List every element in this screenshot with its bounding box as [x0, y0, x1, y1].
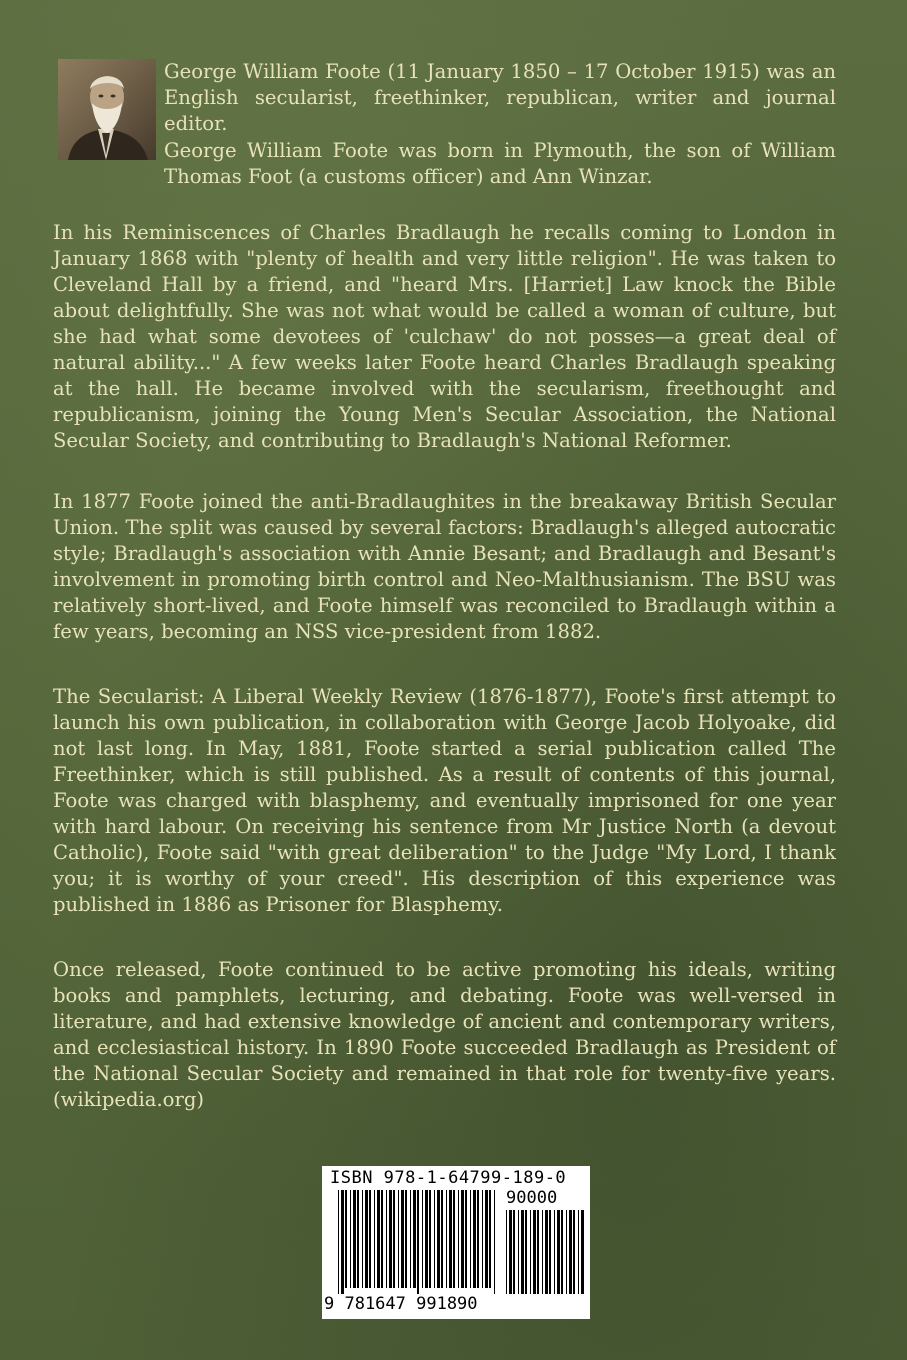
barcode-bar	[374, 1190, 375, 1288]
barcode-bar	[362, 1190, 363, 1288]
barcode-bar	[509, 1210, 512, 1294]
barcode-bar	[425, 1190, 428, 1288]
barcode-bar	[569, 1210, 572, 1294]
isbn-label: ISBN 978-1-64799-189-0	[330, 1168, 567, 1188]
barcode-bar	[341, 1190, 344, 1294]
barcode-bar	[357, 1190, 359, 1288]
barcode-bar	[345, 1190, 347, 1288]
isbn-barcode	[322, 1166, 590, 1319]
barcode-bar	[557, 1210, 560, 1294]
addon-barcode-bars	[506, 1210, 584, 1294]
price-code: 90000	[506, 1188, 558, 1208]
barcode-bar	[353, 1190, 356, 1288]
barcode-bar	[449, 1190, 452, 1288]
barcode-bar	[545, 1210, 548, 1294]
barcode-bar	[533, 1210, 536, 1294]
author-portrait	[58, 59, 156, 160]
barcode-bar	[413, 1190, 416, 1288]
barcode-bar	[470, 1190, 471, 1288]
barcode-bar	[566, 1210, 567, 1294]
paragraph-freethinker: The Secularist: A Liberal Weekly Review (1876-1877), Foote's first attempt to launch his own publication, in collaboration with George Jacob Holyoake, did not last long. In May, 1881, Foote started a serial publication called The Freethinker, which is still published. As a result of contents of this journal, Foote was charged with blasphemy, and eventually imprisoned for one year with hard labour. On receiving his sentence from Mr Justice North (a devout Catholic), Foote said "with great deliberation" to the Judge "My Lord, I thank you; it is worthy of your creed". His description of this experience was published in 1886 as Prisoner for Blasphemy.	[53, 685, 836, 916]
barcode-bar	[489, 1190, 491, 1288]
barcode-bar	[537, 1210, 539, 1294]
barcode-bar	[365, 1190, 368, 1288]
paragraph-reminiscences: In his Reminiscences of Charles Bradlaugh he recalls coming to London in January 1868 with "plenty of health and very little religion". He was taken to Cleveland Hall by a friend, and "heard Mrs. [Harriet] Law knock the Bible about delightfully. She was not what would be called a woman of culture, but she had what some devotees of 'culchaw' do not posses—a great deal of natural ability..." A few weeks later Foote heard Charles Bradlaugh speaking at the hall. He became involved with the secularism, freethought and republicanism, joining the Young Men's Secular Association, the National Secular Society, and contributing to Bradlaugh's National Reformer.	[53, 221, 836, 452]
barcode-bar	[506, 1210, 507, 1294]
barcode-bar	[422, 1190, 423, 1288]
barcode-bar	[389, 1190, 392, 1288]
barcode-bar	[521, 1210, 524, 1294]
barcode-bar	[398, 1190, 399, 1288]
barcode-bar	[561, 1210, 563, 1294]
barcode-bar	[377, 1190, 380, 1288]
ean-barcode-bars	[338, 1190, 498, 1294]
paragraph-later-life: Once released, Foote continued to be active promoting his ideals, writing books and pamphlets, lecturing, and debating. Foote was well-versed in literature, and had extensive knowledge of ancient and contemporary writers, and ecclesiastical history. In 1890 Foote succeeded Bradlaugh as President of the National Secular Society and remained in that role for twenty-five years. (wikipedia.org)	[53, 958, 836, 1111]
intro-paragraph-lifespan: George William Foote (11 January 1850 – 17 October 1915) was an English secularist, freethinker, republican, writer and journal editor.	[164, 60, 836, 135]
barcode-bar	[458, 1190, 459, 1288]
barcode-bar	[417, 1190, 419, 1294]
barcode-bar	[441, 1190, 443, 1288]
barcode-bar	[461, 1190, 464, 1288]
barcode-bar	[542, 1210, 543, 1294]
barcode-bar	[477, 1190, 479, 1288]
barcode-bar	[465, 1190, 467, 1288]
barcode-bar	[530, 1210, 531, 1294]
barcode-bar	[549, 1210, 551, 1294]
barcode-bar	[350, 1190, 351, 1288]
author-portrait-image	[58, 59, 156, 160]
barcode-bar	[386, 1190, 387, 1288]
barcode-bar	[369, 1190, 371, 1288]
ean-digits: 9 781647 991890	[324, 1294, 478, 1314]
barcode-bar	[401, 1190, 404, 1288]
barcode-bar	[338, 1190, 339, 1294]
barcode-bar	[446, 1190, 447, 1288]
intro-paragraph-birth: George William Foote was born in Plymouth, the son of William Thomas Foot (a customs officer) and Ann Winzar.	[164, 139, 836, 188]
barcode-bar	[473, 1190, 476, 1288]
barcode-bar	[573, 1210, 575, 1294]
barcode-bar	[434, 1190, 435, 1288]
barcode-bar	[581, 1210, 584, 1294]
barcode-bar	[410, 1190, 411, 1288]
barcode-bar	[453, 1190, 455, 1288]
barcode-bar	[393, 1190, 395, 1288]
barcode-bar	[513, 1210, 515, 1294]
barcode-bar	[554, 1210, 555, 1294]
barcode-bar	[485, 1190, 488, 1288]
barcode-bar	[405, 1190, 407, 1288]
paragraph-british-secular-union: In 1877 Foote joined the anti-Bradlaughites in the breakaway British Secular Union. The split was caused by several factors: Bradlaugh's alleged autocratic style; Bradlaugh's association with Annie Besant; and Bradlaugh and Besant's involvement in promoting birth control and Neo-Malthusianism. The BSU was relatively short-lived, and Foote himself was reconciled to Bradlaugh within a few years, becoming an NSS vice-president from 1882.	[53, 490, 836, 643]
barcode-bar	[429, 1190, 431, 1288]
barcode-bar	[494, 1190, 495, 1294]
barcode-bar	[437, 1190, 440, 1288]
barcode-bar	[578, 1210, 579, 1294]
barcode-bar	[525, 1210, 527, 1294]
barcode-bar	[518, 1210, 519, 1294]
barcode-bar	[482, 1190, 483, 1288]
barcode-bar	[381, 1190, 383, 1288]
